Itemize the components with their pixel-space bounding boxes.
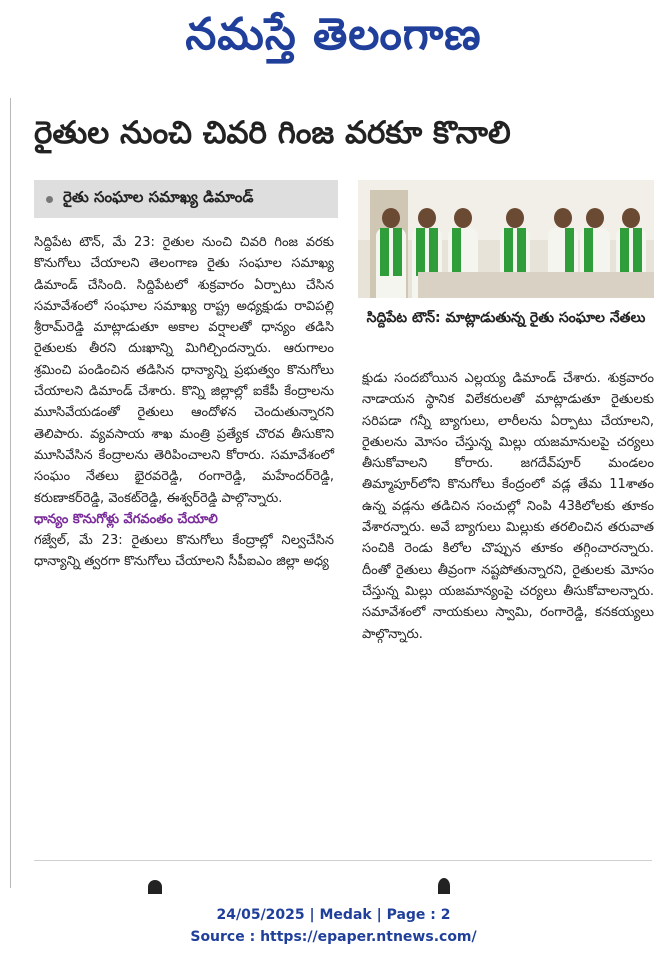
- article-kicker: [34, 180, 338, 218]
- article-headline: రైతుల నుంచి చివరి గింజ వరకూ కొనాలి: [34, 114, 511, 151]
- bullet-icon: [46, 196, 53, 203]
- kicker-text: రైతు సంఘాల సమాఖ్య డిమాండ్: [63, 188, 254, 206]
- left-column: [34, 232, 334, 573]
- masthead-title: నమస్తే తెలంగాణ: [185, 9, 482, 60]
- photo-person: [376, 208, 406, 298]
- page-footer: [0, 904, 667, 948]
- edition-line: 24/05/2025 | Medak | Page : 2: [216, 907, 451, 923]
- article-subhead: ధాన్యం కొనుగోళ్లు వేగవంతం చేయాలి: [34, 511, 218, 527]
- right-column-body: క్షుడు సందబోయిన ఎల్లయ్య డిమాండ్ చేశారు. శుక్రవారం నాడాయన స్థానిక విలేకరులతో మాట్లాడుతూ రైతులకు సరిపడా గన్నీ బ్యాగులు, లారీలను ఏర్పాటు చేయాలని, రైతులను మోసం చేస్తున్న మిల్లు యజమానులపై చర్యలు తీసుకోవాలని కోరారు. జగదేవ్‌పూర్ మండలం తిమ్మాపూర్‌లోని కొనుగోలు కేంద్రంలో వడ్ల తేమ 11శాతం ఉన్న వడ్లను తడిచిన సంచుల్లో నింపి 43కిలోలకు తూకం వేశారన్నారు. అవే బ్యాగులు మిల్లుకు తరలించిన తరువాత సంచికి రెండు కిలోల చొప్పున తూకం తగ్గించారన్నారు. దీంతో రైతులు తీవ్రంగా నష్టపోతున్నారని, రైతులకు మోసం చేస్తున్న మిల్లు యజమాన్యంపై చర్యలు తీసుకోవాలన్నారు. సమావేశంలో నాయకులు స్వామి, రంగారెడ్డి, కనకయ్యలు పాల్గొన్నారు.: [362, 371, 654, 642]
- photo-caption: సిద్దిపేట టౌన్: మాట్లాడుతున్న రైతు సంఘాల నేతలు: [366, 310, 646, 326]
- glyph-fragment: [438, 878, 450, 894]
- left-column-body: సిద్దిపేట టౌన్, మే 23: రైతుల నుంచి చివరి గింజ వరకు కొనుగోలు చేయాలని తెలంగాణ రైతు సంఘాల సమాఖ్య డిమాండ్ చేసింది. సిద్దిపేటలో శుక్రవారం ఏర్పాటు చేసిన సమావేశంలో సంఘాల సమాఖ్య రాష్ట్ర అధ్యక్షుడు రావిపల్లి శ్రీరామ్‌రెడ్డి మాట్లాడుతూ అకాల వర్షాలతో ధాన్యం తడిసి రైతులకు తీరని దుఃఖాన్ని మిగిల్చిందన్నారు. ఆరుగాలం శ్రమించి పండించిన తడిసిన ధాన్యాన్ని ప్రభుత్వం కొనుగోలు చేయాలని డిమాండ్ చేశారు. కొన్ని జిల్లాల్లో ఐకేపీ కేంద్రాలను మూసివేయడంతో రైతులు ఆందోళన చెందుతున్నారని తెలిపారు. వ్యవసాయ శాఖ మంత్రి ప్రత్యేక చొరవ తీసుకొని మూసివేసిన కేంద్రాలను తెరిపించాలని కోరారు. సమావేశంలో సంఘం నేతలు భైరవరెడ్డి, రంగారెడ్డి, మహేందర్‌రెడ్డి, కరుణాకర్‌రెడ్డి, వెంకట్‌రెడ్డి, ఈశ్వర్‌రెడ్డి పాల్గొన్నారు.: [34, 235, 334, 506]
- bottom-rule: [34, 860, 652, 861]
- column-rule-left: [10, 98, 11, 888]
- masthead-logo: [0, 0, 667, 80]
- source-line: Source : https://epaper.ntnews.com/: [190, 929, 477, 945]
- news-photo: [358, 180, 654, 298]
- glyph-fragment: [148, 880, 162, 894]
- left-column-continued: గజ్వేల్, మే 23: రైతులు కొనుగోలు కేంద్రాల్లో నిల్వచేసిన ధాన్యాన్ని త్వరగా కొనుగోలు చేయాలని సీపీఐఎం జిల్లా అధ్య: [34, 533, 334, 570]
- next-article-fragment: [0, 876, 667, 896]
- photo-table: [418, 272, 654, 298]
- right-column: [362, 368, 654, 645]
